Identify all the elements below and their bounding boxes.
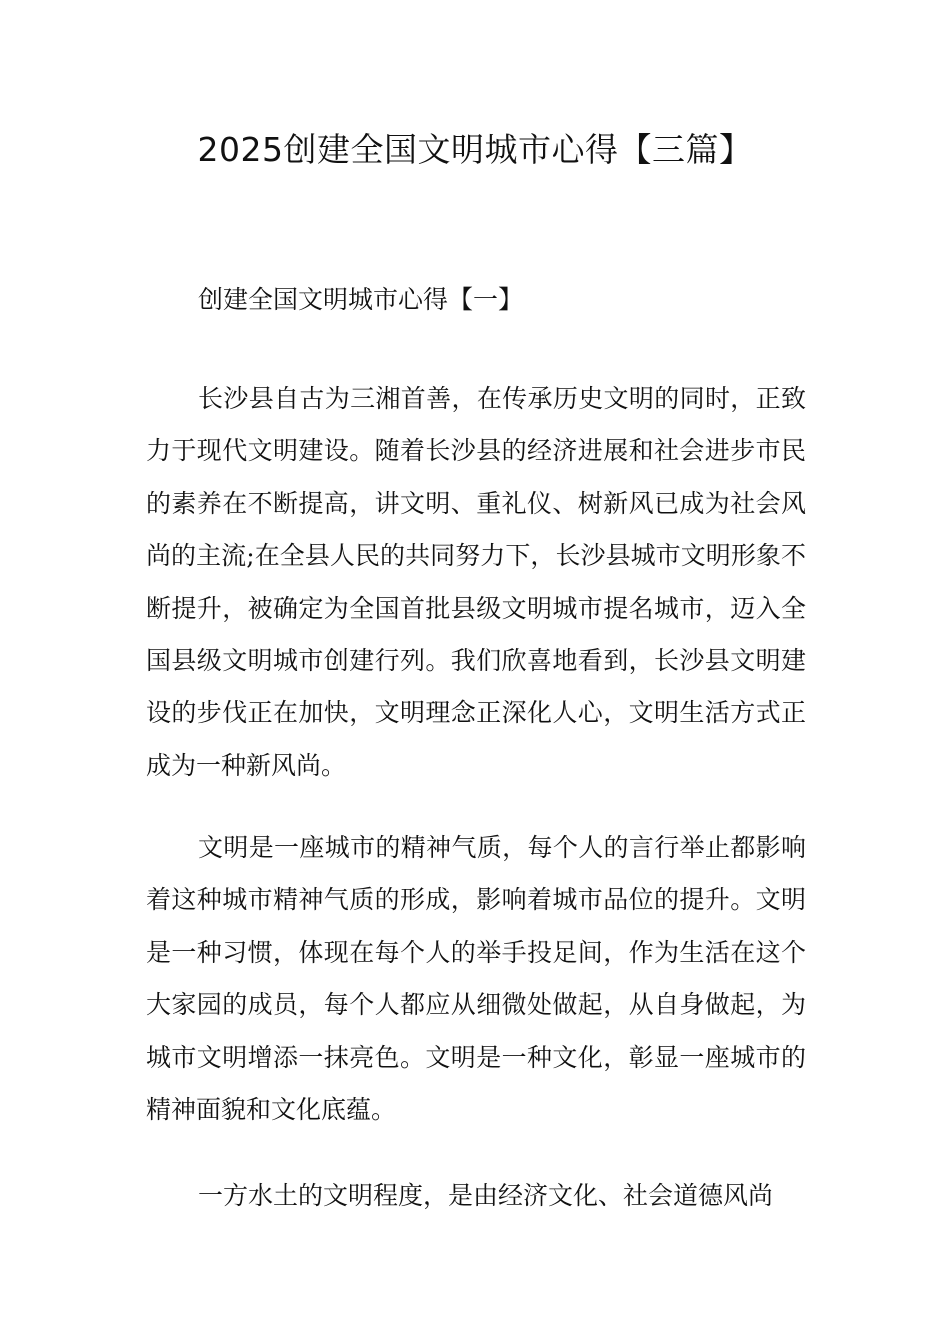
paragraph-1: 长沙县自古为三湘首善，在传承历史文明的同时，正致力于现代文明建设。随着长沙县的经济进展和社会进步市民的素养在不断提高，讲文明、重礼仪、树新风已成为社会风尚的主流;在全县人民的共同努力下，长沙县城市文明形象不断提升，被确定为全国首批县级文明城市提名城市，迈入全国县级文明城市创建行列。我们欣喜地看到，长沙县文明建设的步伐正在加快，文明理念正深化人心，文明生活方式正成为一种新风尚。: [146, 384, 806, 780]
document-title: 2025创建全国文明城市心得【三篇】: [197, 130, 753, 169]
paragraph-3: 一方水土的文明程度，是由经济文化、社会道德风尚: [198, 1181, 774, 1210]
paragraph-2: 文明是一座城市的精神气质，每个人的言行举止都影响着这种城市精神气质的形成，影响着城市品位的提升。文明是一种习惯，体现在每个人的举手投足间，作为生活在这个大家园的成员，每个人都应从细微处做起，从自身做起，为城市文明增添一抹亮色。文明是一种文化，彰显一座城市的精神面貌和文化底蕴。: [146, 833, 806, 1125]
section-heading: 创建全国文明城市心得【一】: [198, 285, 524, 314]
